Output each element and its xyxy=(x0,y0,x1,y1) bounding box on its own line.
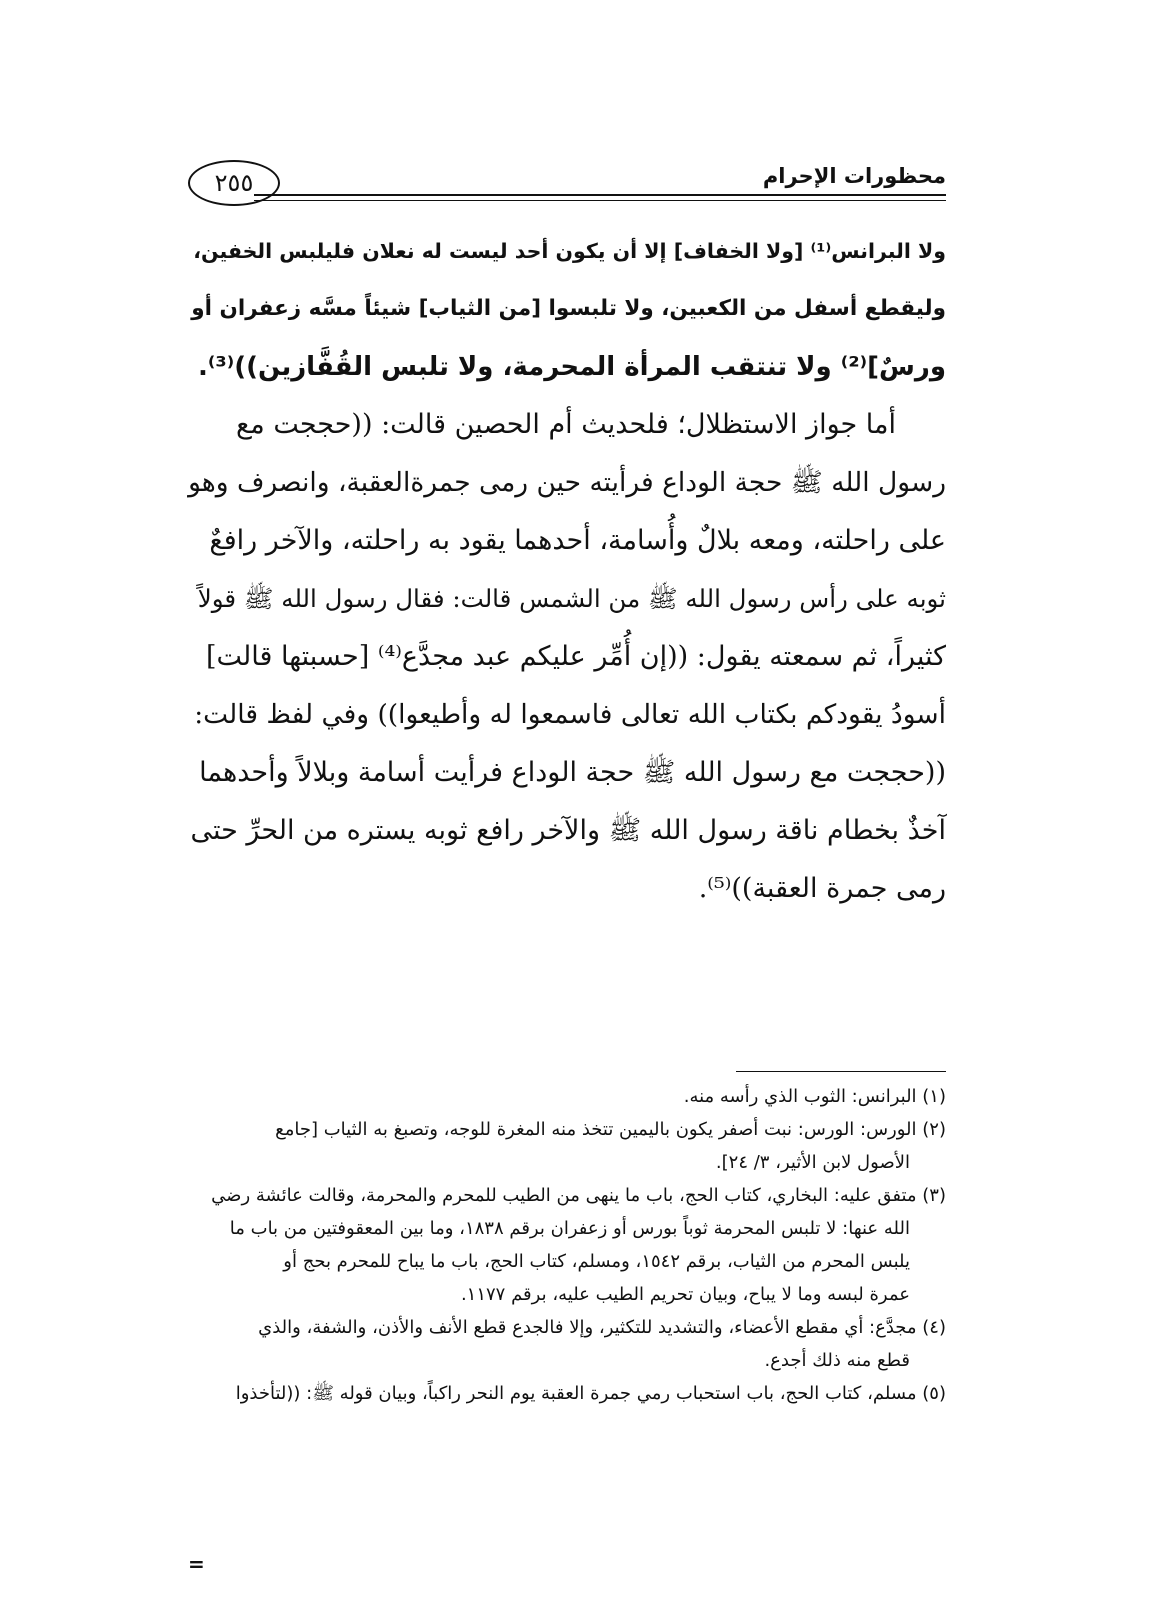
body-line: وليقطع أسفل من الكعبين، ولا تلبسوا [من الثياب] شيئاً مسَّه زعفران أو xyxy=(191,296,946,321)
main-text xyxy=(188,222,946,918)
body-line: رمى جمرة العقبة))⁽⁵⁾. xyxy=(698,873,946,904)
body-line: على راحلته، ومعه بلالٌ وأُسامة، أحدهما يقود به راحلته، والآخر رافعٌ xyxy=(209,525,946,556)
footnote-line: (١) البرانس: الثوب الذي رأسه منه. xyxy=(683,1086,946,1107)
footnote-line: عمرة لبسه وما لا يباح، وبيان تحريم الطيب عليه، برقم ١١٧٧. xyxy=(460,1284,910,1305)
footnotes xyxy=(188,1080,946,1410)
footnote-line: الله عنها: لا تلبس المحرمة ثوباً بورس أو زعفران برقم ١٨٣٨، وما بين المعقوفتين من باب ما xyxy=(229,1218,910,1239)
header-rule-thin xyxy=(254,200,946,201)
footnote-line: (٥) مسلم، كتاب الحج، باب استحباب رمي جمرة العقبة يوم النحر راكباً، وبيان قوله ﷺ: ((لتأخذوا xyxy=(235,1383,946,1404)
body-line: أسودُ يقودكم بكتاب الله تعالى فاسمعوا له وأطيعوا)) وفي لفظ قالت: xyxy=(194,699,946,730)
footnote-line: قطع منه ذلك أجدع. xyxy=(764,1350,910,1371)
page-header xyxy=(188,160,946,214)
body-line: ثوبه على رأس رسول الله ﷺ من الشمس قالت: فقال رسول الله ﷺ قولاً xyxy=(197,584,946,613)
footnote-line: الأصول لابن الأثير، ٣/ ٢٤]. xyxy=(715,1152,910,1173)
body-line: رسول الله ﷺ حجة الوداع فرأيته حين رمى جمرةالعقبة، وانصرف وهو xyxy=(188,467,946,498)
body-line: أما جواز الاستظلال؛ فلحديث أم الحصين قالت: ((حججت مع xyxy=(235,409,896,440)
header-rule xyxy=(254,194,946,196)
footnote-separator xyxy=(736,1071,946,1072)
footnote-line: (٤) مجدَّع: أي مقطع الأعضاء، والتشديد للتكثير، وإلا فالجدع قطع الأنف والأذن، والشفة، والذي xyxy=(258,1317,946,1338)
footnote-line: (٣) متفق عليه: البخاري، كتاب الحج، باب ما ينهى من الطيب للمحرم والمحرمة، وقالت عائشة رضي xyxy=(211,1185,946,1206)
footnote-line: (٢) الورس: الورس: نبت أصفر يكون باليمين تتخذ منه المغرة للوجه، وتصبغ به الثياب [جامع xyxy=(275,1119,946,1140)
body-line: ورسٌ]⁽²⁾ ولا تنتقب المرأة المحرمة، ولا تلبس القُفَّازين))⁽³⁾. xyxy=(198,352,946,382)
footnote-continuation-mark: = xyxy=(188,1552,205,1576)
body-line: آخذٌ بخطام ناقة رسول الله ﷺ والآخر رافع ثوبه يستره من الحرِّ حتى xyxy=(190,815,946,846)
running-header-title: محظورات الإحرام xyxy=(762,164,946,188)
body-line: ولا البرانس⁽¹⁾ [ولا الخفاف] إلا أن يكون أحد ليست له نعلان فليلبس الخفين، xyxy=(193,239,946,263)
page-number: ٢٥٥ xyxy=(188,160,280,206)
body-line: ((حججت مع رسول الله ﷺ حجة الوداع فرأيت أسامة وبلالاً وأحدهما xyxy=(199,757,946,788)
footnote-line: يلبس المحرم من الثياب، برقم ١٥٤٢، ومسلم، كتاب الحج، باب ما يباح للمحرم بحج أو xyxy=(283,1251,910,1272)
body-line: كثيراً، ثم سمعته يقول: ((إن أُمِّر عليكم عبد مجدَّع⁽⁴⁾ [حسبتها قالت] xyxy=(205,641,946,672)
